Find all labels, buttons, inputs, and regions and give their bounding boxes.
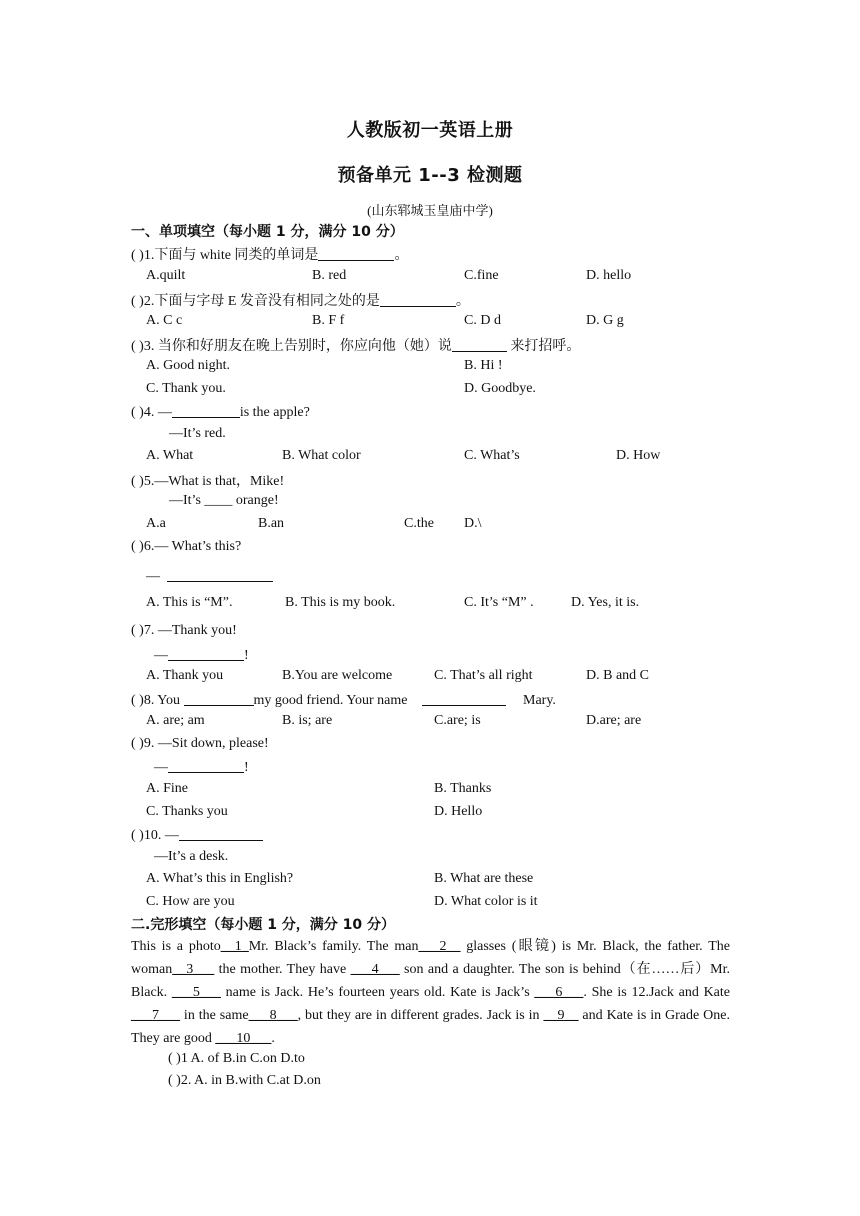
q6-response: —: [146, 567, 273, 585]
q8-option-c: C.are; is: [434, 713, 481, 728]
answer-blank: [422, 691, 506, 706]
cloze-blank-5: ___5___: [171, 985, 221, 1000]
q9-response: — !: [154, 760, 249, 775]
q5-option-c: C.the: [404, 516, 434, 531]
cloze-blank-1: __1_: [220, 939, 249, 954]
answer-blank: [380, 292, 456, 307]
q2-option-c: C. D d: [464, 313, 501, 328]
q3-option-a: A. Good night.: [146, 358, 230, 373]
question-1: ( )1.下面与 white 同类的单词是 。: [131, 248, 409, 263]
q4-option-a: A. What: [146, 448, 194, 463]
answer-blank: [179, 826, 263, 841]
q10-option-a: A. What’s this in English?: [146, 871, 294, 886]
q10-option-d: D. What color is it: [434, 894, 538, 909]
q4-option-c: C. What’s: [464, 448, 520, 463]
section-1-heading: 一、单项填空（每小题 1 分，满分 10 分）: [131, 224, 404, 240]
q9-option-a: A. Fine: [146, 781, 188, 796]
q9-option-b: B. Thanks: [434, 781, 492, 796]
q8-option-d: D.are; are: [586, 713, 642, 728]
q4-option-d: D. How: [616, 448, 661, 463]
q5-option-b: B.an: [258, 516, 285, 531]
cloze-blank-3: __3___: [172, 962, 215, 977]
section-2-heading: 二.完形填空（每小题 1 分，满分 10 分）: [131, 917, 396, 933]
q4-option-b: B. What color: [282, 448, 361, 463]
cloze-blank-8: ___8___: [248, 1008, 298, 1023]
question-7: ( )7. —Thank you!: [131, 623, 237, 638]
question-6: ( )6.— What’s this?: [131, 539, 242, 554]
question-3: ( )3. 当你和好朋友在晚上告别时，你应向他（她）说 来打招呼。: [131, 339, 581, 354]
q10-response: —It’s a desk.: [154, 849, 229, 864]
cloze-answer-1: ( )1 A. of B.in C.on D.to: [168, 1051, 305, 1066]
answer-blank: [168, 758, 244, 773]
cloze-blank-9: __9__: [543, 1008, 579, 1023]
answer-blank: [172, 403, 240, 418]
q9-option-d: D. Hello: [434, 804, 483, 819]
q5-option-a: A.a: [146, 516, 166, 531]
q7-option-b: B.You are welcome: [282, 668, 393, 683]
q3-option-b: B. Hi !: [464, 358, 503, 373]
q1-option-d: D. hello: [586, 268, 632, 283]
answer-blank: [168, 646, 244, 661]
q8-option-b: B. is; are: [282, 713, 333, 728]
cloze-blank-4: ___4___: [350, 962, 400, 977]
question-8: ( )8. You my good friend. Your name Mary.: [131, 693, 556, 708]
question-10: ( )10. —: [131, 826, 263, 844]
answer-blank: [184, 691, 254, 706]
cloze-passage: This is a photo__1_Mr. Black’s family. The man___2__ glasses (眼镜) is Mr. Black, the father. The woman__3___ the mother. They have ___4___ son and a daughter. The son is behind（在……后）Mr. Black. ___5___ name is Jack. He’s fourteen years old. Kate is Jack’s ___6___. She is 12.Jack and Kate ___7___ in the same___8___, but they are in different grades. Jack is in __9__ and Kate is in Grade One. They are good ___10___.: [131, 939, 730, 1046]
q5-response: —It’s ____ orange!: [169, 493, 279, 508]
q2-option-a: A. C c: [146, 313, 183, 328]
q4-response: —It’s red.: [169, 426, 226, 441]
question-9: ( )9. —Sit down, please!: [131, 736, 269, 751]
question-5: ( )5.—What is that，Mike!: [131, 474, 285, 489]
document-title: 人教版初一英语上册: [346, 120, 514, 141]
cloze-blank-7: ___7___: [131, 1008, 180, 1023]
q2-option-d: D. G g: [586, 313, 624, 328]
q7-option-d: D. B and C: [586, 668, 649, 683]
q9-option-c: C. Thanks you: [146, 804, 228, 819]
q10-option-b: B. What are these: [434, 871, 534, 886]
cloze-answer-2: ( )2. A. in B.with C.at D.on: [168, 1073, 321, 1088]
q10-option-c: C. How are you: [146, 894, 235, 909]
q7-option-a: A. Thank you: [146, 668, 224, 683]
q2-option-b: B. F f: [312, 313, 345, 328]
q6-option-d: D. Yes, it is.: [571, 595, 640, 610]
school-name: (山东郓城玉皇庙中学): [367, 203, 493, 218]
q7-response: — !: [154, 648, 249, 663]
q6-option-c: C. It’s “M” .: [464, 595, 534, 610]
q7-option-c: C. That’s all right: [434, 668, 533, 683]
q3-option-c: C. Thank you.: [146, 381, 226, 396]
q5-option-d: D.\: [464, 516, 482, 531]
q1-option-a: A.quilt: [146, 268, 186, 283]
q1-option-c: C.fine: [464, 268, 499, 283]
q6-option-b: B. This is my book.: [285, 595, 396, 610]
question-2: ( )2.下面与字母 E 发音没有相同之处的是 。: [131, 294, 470, 309]
cloze-blank-6: ___6___: [534, 985, 584, 1000]
cloze-blank-2: ___2__: [418, 939, 461, 954]
document-subtitle: 预备单元 1--3 检测题: [337, 165, 523, 186]
q3-option-d: D. Goodbye.: [464, 381, 536, 396]
q6-option-a: A. This is “M”.: [146, 595, 233, 610]
cloze-blank-10: ___10___: [215, 1031, 272, 1046]
answer-blank: [318, 246, 394, 261]
q1-option-b: B. red: [312, 268, 347, 283]
question-4: ( )4. — is the apple?: [131, 405, 310, 420]
answer-blank: [167, 567, 273, 582]
answer-blank: [452, 337, 507, 352]
q8-option-a: A. are; am: [146, 713, 205, 728]
